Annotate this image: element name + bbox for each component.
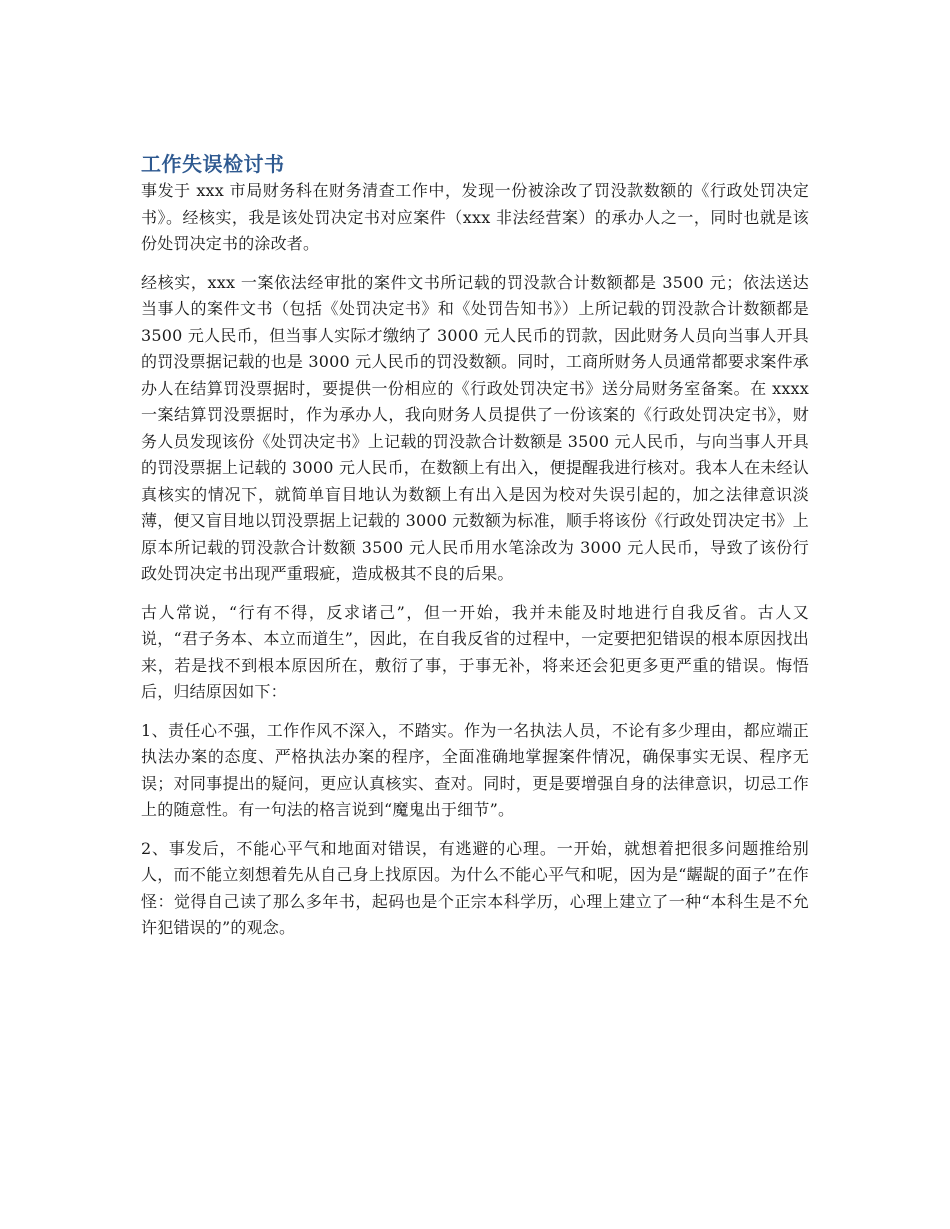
paragraph-reason-1: 1、责任心不强，工作作风不深入，不踏实。作为一名执法人员，不论有多少理由，都应端正执法办案的态度、严格执法办案的程序，全面准确地掌握案件情况，确保事实无误、程序无误；对同事提出的疑问，更应认真核实、查对。同时，更是要增强自身的法律意识，切忌工作上的随意性。有一句法的格言说到“魔鬼出于细节”。	[141, 720, 809, 819]
paragraph-verification: 经核实，xxx 一案依法经审批的案件文书所记载的罚没款合计数额都是 3500 元；依法送达当事人的案件文书（包括《处罚决定书》和《处罚告知书》）上所记载的罚没款合计数额都是 3500 元人民币，但当事人实际才缴纳了 3000 元人民币的罚款，因此财务人员向当事人开具的罚没票据记载的也是 3000 元人民币的罚没数额。同时，工商所财务人员通常都要求案件承办人在结算罚没票据时，要提供一份相应的《行政处罚决定书》送分局财务室备案。在 xxxx 一案结算罚没票据时，作为承办人，我向财务人员提供了一份该案的《行政处罚决定书》，财务人员发现该份《处罚决定书》上记载的罚没款合计数额是 3500 元人民币，与向当事人开具的罚没票据上记载的 3000 元人民币，在数额上有出入，便提醒我进行核对。我本人在未经认真核实的情况下，就简单盲目地认为数额上有出入是因为校对失误引起的，加之法律意识淡薄，便又盲目地以罚没票据上记载的 3000 元数额为标准，顺手将该份《行政处罚决定书》上原本所记载的罚没款合计数额 3500 元人民币用水笔涂改为 3000 元人民币，导致了该份行政处罚决定书出现严重瑕疵，造成极其不良的后果。	[141, 272, 809, 583]
paragraph-reflection: 古人常说，“行有不得，反求诸己”，但一开始，我并未能及时地进行自我反省。古人又说，“君子务本、本立而道生”，因此，在自我反省的过程中，一定要把犯错误的根本原因找出来，若是找不到根本原因所在，敷衍了事，于事无补，将来还会犯更多更严重的错误。悔悟后，归结原因如下：	[141, 602, 809, 701]
paragraph-reason-2: 2、事发后，不能心平气和地面对错误，有逃避的心理。一开始，就想着把很多问题推给别人，而不能立刻想着先从自己身上找原因。为什么不能心平气和呢，因为是“龌龊的面子”在作怪：觉得自己读了那么多年书，起码也是个正宗本科学历，心理上建立了一种“本科生是不允许犯错误的”的观念。	[141, 838, 809, 937]
paragraph-intro: 事发于 xxx 市局财务科在财务清查工作中，发现一份被涂改了罚没款数额的《行政处罚决定书》。经核实，我是该处罚决定书对应案件（xxx 非法经营案）的承办人之一，同时也就是该份处罚决定书的涂改者。	[141, 181, 809, 253]
document-title: 工作失误检讨书	[141, 152, 285, 176]
document-body	[141, 150, 809, 954]
